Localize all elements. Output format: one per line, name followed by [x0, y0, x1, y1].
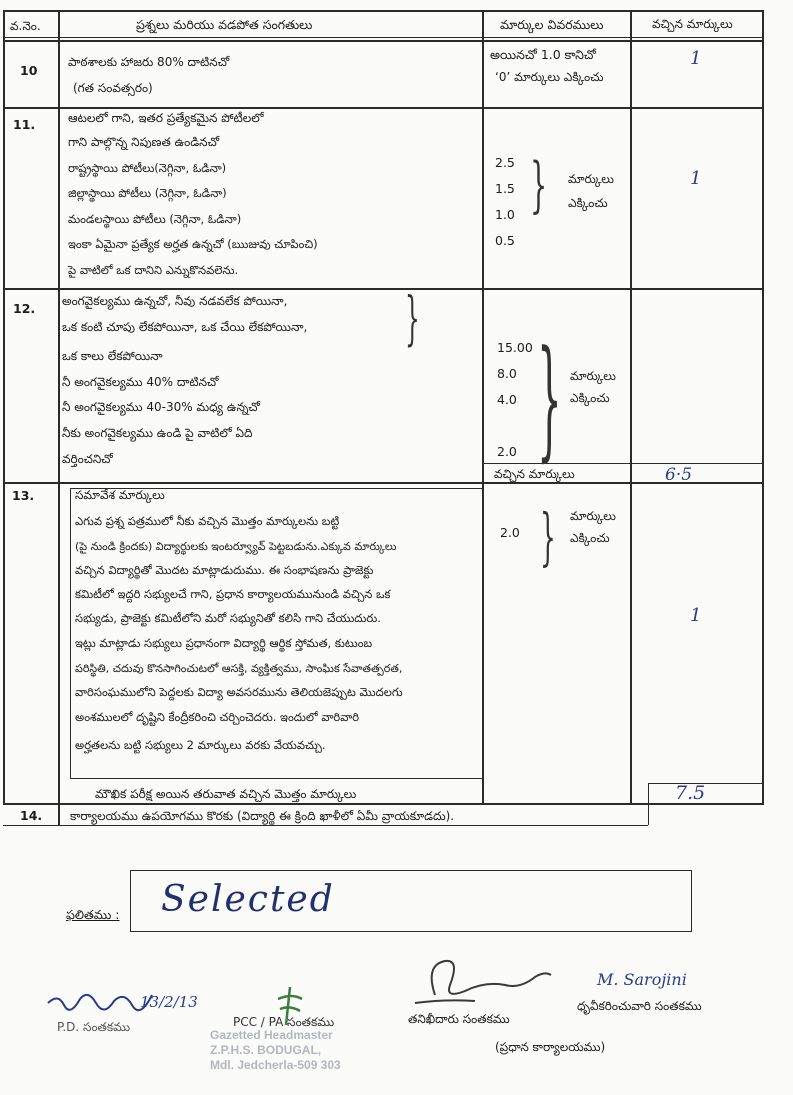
row-text-line: పై వాటిలో ఒక దానిని ఎన్నుకొనవలెను.	[68, 263, 239, 277]
row-text-line: పరిస్థితి, చదువు కొనసాగించుటలో ఆసక్తి, వ్యక్తిత్వము, సాంఘిక సేవాతత్పరత,	[75, 662, 403, 675]
result-value: Selected	[161, 879, 335, 920]
stamp-line: Mdl. Jedcherla-509 303	[210, 1058, 341, 1072]
row-text-line: (గత సంవత్సరం)	[73, 81, 153, 95]
row-text-line: పాఠశాలకు హాజరు 80% దాటినచో	[68, 55, 230, 69]
marks-note: ఎక్కించు	[570, 391, 610, 405]
row-text-line: అంశములలో దృష్టిని కేంద్రీకరించి చర్చించెదరు. ఇందులో వారివారి	[75, 710, 360, 724]
stamp-line: Gazetted Headmaster	[210, 1028, 333, 1042]
row-number: 10	[20, 63, 38, 78]
header-sno: వ.నెం.	[10, 19, 41, 33]
row-text-line: జిల్లాస్థాయి పోటీలు (నెగ్గినా, ఓడినా)	[68, 186, 227, 200]
subtotal-value: 6·5	[665, 465, 693, 485]
marks-value: 15.00	[497, 340, 533, 355]
marks-note: మార్కులు	[570, 509, 616, 523]
row-text-line: అంగవైకల్యము ఉన్నచో, నీవు నడవలేక పోయినా,	[62, 294, 288, 308]
marks-note: ఎక్కించు	[568, 196, 608, 210]
row-text-line: ఆటలలో గాని, ఇతర ప్రత్యేకమైన పోటీలలో	[68, 111, 264, 125]
marks-value: 0.5	[495, 233, 515, 248]
marks-value: 8.0	[497, 366, 517, 381]
curly-brace: }	[405, 284, 420, 352]
marks-rule-line: అయినచో 1.0 కానిచో	[490, 47, 596, 62]
marks-value: 1.5	[495, 181, 515, 196]
curly-brace: }	[540, 500, 556, 573]
marks-note: మార్కులు	[568, 172, 614, 186]
header-marks-obtained: వచ్చిన మార్కులు	[652, 17, 733, 31]
row-text-line: సభ్యుడు, ప్రాజెక్టు కమిటీలోని మరో సభ్యునితో కలిసి గాని చేయుదురు.	[75, 611, 381, 625]
row-text-line: ఒక కంటి చూపు లేకపోయినా, ఒక చేయి లేకపోయినా,	[62, 320, 308, 334]
marks-value: 2.5	[495, 155, 515, 170]
pd-date: 13/2/13	[140, 993, 198, 1011]
pcc-signature-label: PCC / PA సంతకము	[233, 1015, 335, 1029]
obtained-mark: 1	[690, 48, 702, 69]
header-questions: ప్రశ్నలు మరియు వడపోత సంగతులు	[136, 17, 313, 32]
row-text-line: నీకు అంగవైకల్యము ఉండి పై వాటిలో ఏది	[62, 426, 253, 440]
row-text-line: కమిటీలో ఇద్దరి సభ్యులచే గాని, ప్రధాన కార్యాలయమునుండి వచ్చిన ఒక	[75, 587, 391, 601]
marks-value: 2.0	[500, 525, 520, 540]
row-text-line: అర్హతలను బట్టి సభ్యులు 2 మార్కులు వరకు వేయవచ్చు.	[75, 738, 326, 752]
row-text-line: సమావేశ మార్కులు	[75, 488, 165, 502]
school-stamp	[210, 1028, 341, 1073]
subtotal-label: వచ్చిన మార్కులు	[494, 467, 575, 481]
row-text-line: ఇంకా ఏమైనా ప్రత్యేక అర్హత ఉన్నచో (ఋజువు చూపించి)	[68, 237, 318, 251]
row-text-line: వారిసంఘములోని పెద్దలకు విద్యా అవసరమును తెలియజెప్పుట మొదలగు	[75, 685, 403, 699]
row-text-line: రాష్ట్రస్థాయి పోటీలు(నెగ్గినా, ఓడినా)	[68, 161, 227, 175]
curly-brace: }	[530, 150, 548, 220]
row-text-line: గాని పాల్గొన్న నిపుణత ఉండినచో	[68, 135, 220, 149]
row-text-line: వచ్చిన విద్యార్థితో మొదట మాట్లాడుదుము. ఈ సంభాషణను ప్రాజెక్టు	[75, 563, 374, 577]
row-number: 11.	[13, 117, 36, 132]
certifier-name: M. Sarojini	[597, 970, 687, 989]
certifier-signature-label: ధృవీకరించువారి సంతకము	[577, 999, 702, 1013]
row-text-line: మౌఖిక పరీక్ష అయిన తరువాత వచ్చిన మొత్తం మార్కులు	[95, 787, 357, 801]
marks-note: ఎక్కించు	[570, 531, 610, 545]
pd-signature-label: P.D. సంతకము	[57, 1020, 131, 1034]
row-text-line: (పై నుండి క్రిందకు) విద్యార్థులకు ఇంటర్వ్యూవ్ పెట్టబడును.ఎక్కువ మార్కులు	[75, 540, 397, 553]
row-text-line: ఎగువ ప్రశ్న పత్రములో నీకు వచ్చిన మొత్తం మార్కులను బట్టి	[75, 514, 340, 528]
marks-value: 2.0	[497, 444, 517, 459]
header-marks-details: మార్కుల వివరములు	[500, 17, 604, 32]
row-text-line: మండలస్థాయి పోటీలు (నెగ్గినా, ఓడినా)	[68, 212, 242, 226]
row-text-line: నీ అంగవైకల్యము 40% దాటినచో	[62, 375, 219, 389]
total-marks: 7.5	[675, 782, 706, 804]
inspector-signature	[405, 955, 555, 1015]
obtained-mark: 1	[690, 605, 702, 626]
curly-brace: }	[537, 322, 562, 474]
marks-value: 4.0	[497, 392, 517, 407]
row-text-line: ఇట్లు మాట్లాడు సభ్యులు ప్రధానంగా విద్యార్థి ఆర్థిక స్తోమత, కుటుంబ	[75, 636, 373, 650]
marks-rule-line: ‘0’ మార్కులు ఎక్కించు	[495, 70, 604, 84]
office-use-note: కార్యాలయము ఉపయోగము కొరకు (విద్యార్థి ఈ క్రింది ఖాళీలో ఏమీ వ్రాయకూడదు).	[70, 809, 455, 823]
marks-value: 1.0	[495, 207, 515, 222]
result-box	[130, 870, 692, 932]
row-number: 14.	[20, 808, 43, 823]
row-text-line: వర్తించనిచో	[62, 452, 113, 466]
row-number: 13.	[12, 488, 35, 503]
office-label: (ప్రధాన కార్యాలయము)	[495, 1040, 606, 1054]
row-number: 12.	[13, 301, 36, 316]
stamp-line: Z.P.H.S. BODUGAL,	[210, 1043, 322, 1057]
result-label: ఫలితము :	[66, 907, 120, 922]
inspector-signature-label: తనిఖీదారు సంతకము	[408, 1012, 510, 1026]
obtained-mark: 1	[690, 168, 702, 189]
row-text-line: నీ అంగవైకల్యము 40-30% మధ్య ఉన్నచో	[62, 400, 260, 414]
row-text-line: ఒక కాలు లేకపోయినా	[62, 349, 163, 363]
marks-note: మార్కులు	[570, 369, 616, 383]
